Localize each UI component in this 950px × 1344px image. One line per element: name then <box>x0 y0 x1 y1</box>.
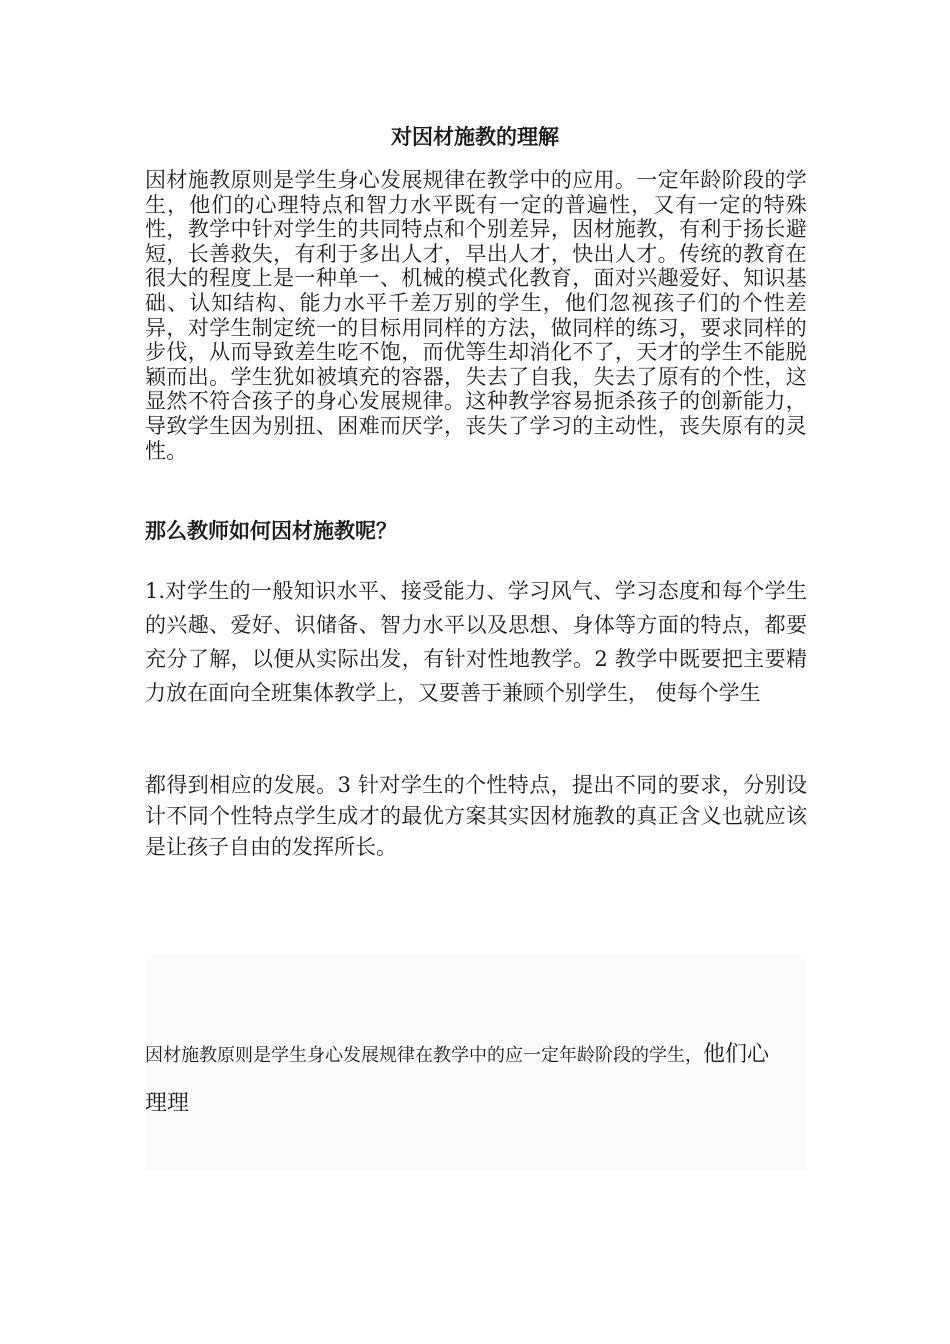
faded-preview-large-text: 他们心 <box>703 1042 770 1067</box>
faded-preview-line-2: 理理 <box>145 1091 190 1116</box>
document-title: 对因材施教的理解 <box>391 124 559 149</box>
section-heading: 那么教师如何因材施教呢？ <box>145 518 397 543</box>
faded-preview-small-text: 因材施教原则是学生身心发展规律在教学中的应一定年龄阶段的学生， <box>145 1045 703 1066</box>
faded-preview-line <box>145 1040 815 1071</box>
body-paragraph-intro: 因材施教原则是学生身心发展规律在教学中的应用。一定年龄阶段的学生，他们的心理特点和智力水平既有一定的普遍性，又有一定的特殊性，教学中针对学生的共同特点和个别差异，因材施教，有利于扬长避短，长善救失，有利于多出人才，早出人才，快出人才。传统的教育在很大的程度上是一种单一、机械的模式化教育，面对兴趣爱好、知识基础、认知结构、能力水平千差万别的学生，他们忽视孩子们的个性差异，对学生制定统一的目标用同样的方法，做同样的练习，要求同样的步伐，从而导致差生吃不饱，而优等生却消化不了，天才的学生不能脱颖而出。学生犹如被填充的容器，失去了自我，失去了原有的个性，这显然不符合孩子的身心发展规律。这种教学容易扼杀孩子的创新能力，导致学生因为别扭、困难而厌学，丧失了学习的主动性，丧失原有的灵性。 <box>145 168 807 463</box>
body-paragraph-conclusion: 都得到相应的发展。3 针对学生的个性特点，提出不同的要求，分别设计不同个性特点学生成才的最优方案其实因材施教的真正含义也就应该是让孩子自由的发挥所长。 <box>145 773 807 859</box>
body-paragraph-methods: 1.对学生的一般知识水平、接受能力、学习风气、学习态度和每个学生的兴趣、爱好、识储备、智力水平以及思想、身体等方面的特点，都要充分了解，以便从实际出发，有针对性地教学。2 教学中既要把主要精力放在面向全班集体教学上，又要善于兼顾个别学生， 使每个学生 <box>145 579 807 705</box>
